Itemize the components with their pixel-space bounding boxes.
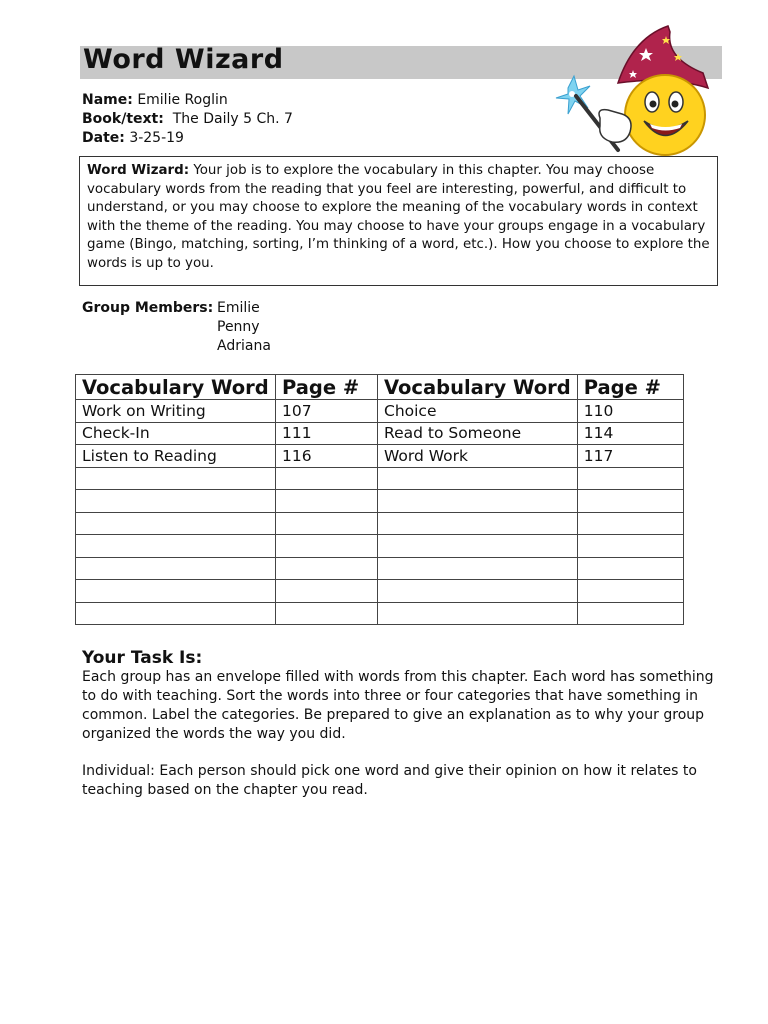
table-cell <box>577 602 683 625</box>
table-cell <box>378 535 578 558</box>
column-header: Page # <box>276 375 378 400</box>
table-cell: 117 <box>577 445 683 468</box>
table-cell <box>276 467 378 490</box>
date-line: Date: 3-25-19 <box>82 130 184 146</box>
vocabulary-table <box>75 374 684 625</box>
task-paragraph: Individual: Each person should pick one word and give their opinion on how it relates to teaching based on the chapter you read. <box>82 763 697 798</box>
table-row <box>76 602 684 625</box>
table-row <box>76 512 684 535</box>
book-value: The Daily 5 Ch. 7 <box>172 111 293 127</box>
group-members-label: Group Members: <box>82 300 214 316</box>
column-header: Vocabulary Word <box>378 375 578 400</box>
column-header: Page # <box>577 375 683 400</box>
table-cell <box>577 557 683 580</box>
table-cell <box>76 580 276 603</box>
table-cell <box>577 535 683 558</box>
smiley-face-icon <box>625 75 705 155</box>
table-row <box>76 467 684 490</box>
table-cell: Listen to Reading <box>76 445 276 468</box>
table-cell: 111 <box>276 422 378 445</box>
table-cell <box>276 602 378 625</box>
table-cell <box>76 535 276 558</box>
table-cell <box>378 557 578 580</box>
table-row <box>76 422 684 445</box>
page-title: Word Wizard <box>83 44 284 75</box>
table-cell <box>76 512 276 535</box>
role-text: Your job is to explore the vocabulary in this chapter. You may choose vocabulary words from the reading that you feel are interesting, powerful, and difficult to understand, or you may choose to explore the meaning of the vocabulary words in context with the theme of the reading. You may choose to have your groups engage in a vocabulary game (Bingo, matching, sorting, I’m thinking of a word, etc.). How you choose to explore the words is up to you. <box>87 163 710 271</box>
table-cell <box>577 580 683 603</box>
group-member: Adriana <box>217 338 271 354</box>
table-cell <box>76 490 276 513</box>
table-cell: 114 <box>577 422 683 445</box>
table-cell <box>276 557 378 580</box>
table-cell <box>577 490 683 513</box>
group-member: Emilie <box>217 300 260 316</box>
book-line: Book/text: The Daily 5 Ch. 7 <box>82 111 293 127</box>
table-row <box>76 445 684 468</box>
table-cell <box>76 602 276 625</box>
table-cell: Work on Writing <box>76 400 276 423</box>
table-cell: Check-In <box>76 422 276 445</box>
wizard-illustration <box>538 18 718 163</box>
table-cell: Word Work <box>378 445 578 468</box>
table-cell: 107 <box>276 400 378 423</box>
table-cell: 110 <box>577 400 683 423</box>
table-cell <box>76 557 276 580</box>
column-header: Vocabulary Word <box>76 375 276 400</box>
name-value: Emilie Roglin <box>137 92 228 108</box>
table-cell <box>378 602 578 625</box>
table-cell: Choice <box>378 400 578 423</box>
table-row <box>76 580 684 603</box>
table-cell: Read to Someone <box>378 422 578 445</box>
table-cell <box>378 490 578 513</box>
table-cell <box>577 467 683 490</box>
table-row <box>76 400 684 423</box>
table-row <box>76 557 684 580</box>
student-info <box>82 91 293 148</box>
task-paragraph: Each group has an envelope filled with words from this chapter. Each word has something to do with teaching. Sort the words into three or four categories that have something in common. Label the categories. Be prepared to give an explanation as to why your group organized the words the way you did. <box>82 669 714 742</box>
table-cell <box>577 512 683 535</box>
table-cell <box>276 512 378 535</box>
table-header-row <box>76 375 684 400</box>
table-row <box>76 535 684 558</box>
table-cell <box>378 467 578 490</box>
table-cell <box>378 580 578 603</box>
table-cell <box>276 490 378 513</box>
table-cell <box>276 580 378 603</box>
date-value: 3-25-19 <box>129 130 184 146</box>
table-cell: 116 <box>276 445 378 468</box>
group-members-list <box>217 299 271 356</box>
table-row <box>76 490 684 513</box>
task-heading: Your Task Is: <box>82 648 203 668</box>
group-member: Penny <box>217 319 260 335</box>
table-cell <box>276 535 378 558</box>
table-cell <box>76 467 276 490</box>
task-instructions <box>82 668 727 818</box>
name-line: Name: Emilie Roglin <box>82 92 228 108</box>
table-cell <box>378 512 578 535</box>
role-label: Word Wizard: <box>87 163 190 178</box>
role-description <box>79 156 718 286</box>
